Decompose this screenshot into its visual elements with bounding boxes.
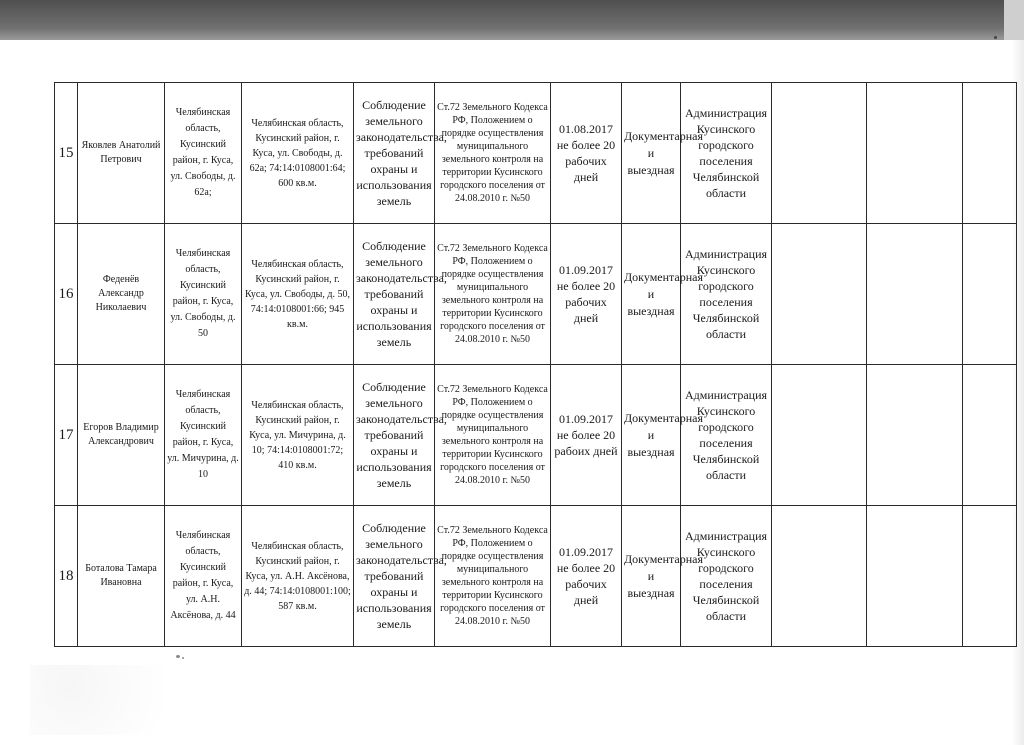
empty-cell: [772, 224, 867, 365]
control-body: Администрация Кусинского городского поселения Челябинской области: [681, 83, 772, 224]
person-address: Челябинская область, Кусинский район, г. Куса, ул. Мичурина, д. 10: [165, 365, 242, 506]
table-row: [55, 506, 1017, 647]
land-plot-info: Челябинская область, Кусинский район, г. Куса, ул. А.Н. Аксёнова, д. 44; 74:14:0108001:100; 587 кв.м.: [242, 506, 354, 647]
land-plot-info: Челябинская область, Кусинский район, г. Куса, ул. Свободы, д. 62а; 74:14:0108001:64; 600 кв.м.: [242, 83, 354, 224]
legal-basis: Ст.72 Земельного Кодекса РФ, Положением о порядке осуществления муниципального земельного контроля на территории Кусинского городского поселения от 24.08.2010 г. №50: [435, 365, 551, 506]
empty-cell: [963, 365, 1017, 506]
legal-basis: Ст.72 Земельного Кодекса РФ, Положением о порядке осуществления муниципального земельного контроля на территории Кусинского городского поселения от 24.08.2010 г. №50: [435, 224, 551, 365]
inspection-date: 01.09.2017 не более 20 рабочих дней: [551, 224, 622, 365]
inspection-form: Документарная и выездная: [622, 365, 681, 506]
table-row: [55, 365, 1017, 506]
inspection-form: Документарная и выездная: [622, 83, 681, 224]
inspection-date: 01.09.2017 не более 20 рабочих дней: [551, 506, 622, 647]
scanner-top-edge: [0, 0, 1024, 40]
inspection-form: Документарная и выездная: [622, 224, 681, 365]
empty-cell: [772, 365, 867, 506]
person-name: Феденёв Александр Николаевич: [78, 224, 165, 365]
empty-cell: [867, 365, 963, 506]
scan-speck: [176, 655, 180, 658]
row-number: 18: [55, 506, 78, 647]
person-name: Егоров Владимир Александрович: [78, 365, 165, 506]
person-name: Яковлев Анатолий Петрович: [78, 83, 165, 224]
empty-cell: [772, 506, 867, 647]
table-row: [55, 83, 1017, 224]
person-name: Боталова Тамара Ивановна: [78, 506, 165, 647]
row-number: 17: [55, 365, 78, 506]
person-address: Челябинская область, Кусинский район, г. Куса, ул. Свободы, д. 62а;: [165, 83, 242, 224]
land-plot-info: Челябинская область, Кусинский район, г. Куса, ул. Мичурина, д. 10; 74:14:0108001:72; 410 кв.м.: [242, 365, 354, 506]
scan-noise: [30, 665, 230, 735]
inspection-subject: Соблюдение земельного законодательства, требований охраны и использования земель: [354, 506, 435, 647]
control-body: Администрация Кусинского городского поселения Челябинской области: [681, 506, 772, 647]
person-address: Челябинская область, Кусинский район, г. Куса, ул. Свободы, д. 50: [165, 224, 242, 365]
inspection-subject: Соблюдение земельного законодательства, требований охраны и использования земель: [354, 365, 435, 506]
empty-cell: [867, 506, 963, 647]
inspection-plan-table: [54, 82, 1017, 647]
scan-speck: [182, 657, 184, 659]
row-number: 15: [55, 83, 78, 224]
table-row: [55, 224, 1017, 365]
control-body: Администрация Кусинского городского поселения Челябинской области: [681, 365, 772, 506]
scan-speck: [994, 36, 997, 39]
empty-cell: [963, 83, 1017, 224]
empty-cell: [963, 506, 1017, 647]
inspection-form: Документарная и выездная: [622, 506, 681, 647]
control-body: Администрация Кусинского городского поселения Челябинской области: [681, 224, 772, 365]
empty-cell: [772, 83, 867, 224]
row-number: 16: [55, 224, 78, 365]
land-plot-info: Челябинская область, Кусинский район, г. Куса, ул. Свободы, д. 50, 74:14:0108001:66; 945 кв.м.: [242, 224, 354, 365]
legal-basis: Ст.72 Земельного Кодекса РФ, Положением о порядке осуществления муниципального земельного контроля на территории Кусинского городского поселения от 24.08.2010 г. №50: [435, 506, 551, 647]
inspection-subject: Соблюдение земельного законодательства, требований охраны и использования земель: [354, 83, 435, 224]
empty-cell: [963, 224, 1017, 365]
inspection-subject: Соблюдение земельного законодательства, требований охраны и использования земель: [354, 224, 435, 365]
empty-cell: [867, 83, 963, 224]
empty-cell: [867, 224, 963, 365]
person-address: Челябинская область, Кусинский район, г. Куса, ул. А.Н. Аксёнова, д. 44: [165, 506, 242, 647]
inspection-date: 01.09.2017 не более 20 рабоих дней: [551, 365, 622, 506]
inspection-date: 01.08.2017 не более 20 рабочих дней: [551, 83, 622, 224]
legal-basis: Ст.72 Земельного Кодекса РФ, Положением о порядке осуществления муниципального земельного контроля на территории Кусинского городского поселения от 24.08.2010 г. №50: [435, 83, 551, 224]
